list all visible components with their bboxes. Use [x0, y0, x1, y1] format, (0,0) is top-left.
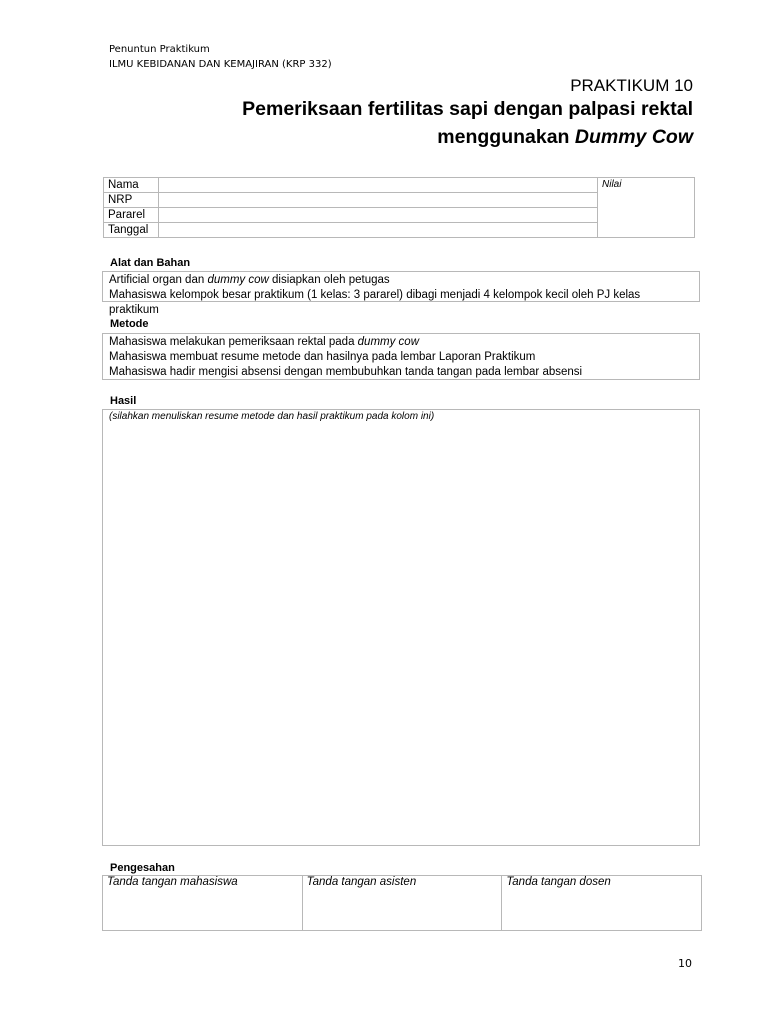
hasil-heading: Hasil: [110, 395, 137, 407]
page-title-line2-italic: Dummy Cow: [574, 126, 693, 148]
nilai-box[interactable]: Nilai: [598, 178, 695, 238]
identity-field-tanggal[interactable]: [159, 223, 598, 238]
signature-student[interactable]: Tanda tangan mahasiswa: [103, 876, 303, 931]
metode-box: [102, 333, 700, 380]
header-course-title: ILMU KEBIDANAN DAN KEMAJIRAN (KRP 332): [109, 59, 332, 70]
praktikum-number: PRAKTIKUM 10: [570, 76, 693, 95]
header-course-guide: Penuntun Praktikum: [109, 44, 210, 55]
identity-field-nrp[interactable]: [159, 193, 598, 208]
identity-label-nrp: NRP: [104, 193, 159, 208]
identity-field-pararel[interactable]: [159, 208, 598, 223]
signature-assistant[interactable]: Tanda tangan asisten: [302, 876, 502, 931]
page-title-line2-text: menggunakan: [437, 126, 575, 148]
hasil-hint: (silahkan menuliskan resume metode dan hasil praktikum pada kolom ini): [109, 411, 435, 422]
alat-box: [102, 271, 700, 316]
pengesahan-table: [102, 875, 702, 931]
identity-label-tanggal: Tanggal: [104, 223, 159, 238]
pengesahan-heading: Pengesahan: [110, 862, 175, 874]
metode-line-1-italic: dummy cow: [357, 336, 420, 348]
alat-line-2: Mahasiswa kelompok besar praktikum (1 kelas: 3 pararel) dibagi menjadi 4 kelompok kecil oleh PJ kelas praktikum: [109, 289, 641, 316]
metode-line-3: Mahasiswa hadir mengisi absensi dengan membubuhkan tanda tangan pada lembar absensi: [109, 366, 583, 378]
identity-table: [103, 177, 695, 238]
metode-line-1-a: Mahasiswa melakukan pemeriksaan rektal pada: [109, 336, 358, 348]
page-title-line1: Pemeriksaan fertilitas sapi dengan palpasi rektal: [242, 98, 693, 120]
alat-line-1: [109, 273, 693, 288]
hasil-box[interactable]: [102, 409, 700, 846]
alat-line-1-italic: dummy cow: [207, 274, 269, 286]
metode-line-2: Mahasiswa membuat resume metode dan hasilnya pada lembar Laporan Praktikum: [109, 351, 536, 363]
alat-heading: Alat dan Bahan: [110, 257, 191, 269]
alat-line-1-c: disiapkan oleh petugas: [268, 274, 390, 286]
signature-lecturer[interactable]: Tanda tangan dosen: [502, 876, 702, 931]
page-number: 10: [678, 957, 692, 970]
identity-field-nama[interactable]: [159, 178, 598, 193]
identity-label-pararel: Pararel: [104, 208, 159, 223]
identity-label-nama: Nama: [104, 178, 159, 193]
metode-heading: Metode: [110, 318, 149, 330]
page-title-line2: [437, 125, 693, 149]
metode-line-1: [109, 335, 693, 350]
alat-line-1-a: Artificial organ dan: [109, 274, 208, 286]
